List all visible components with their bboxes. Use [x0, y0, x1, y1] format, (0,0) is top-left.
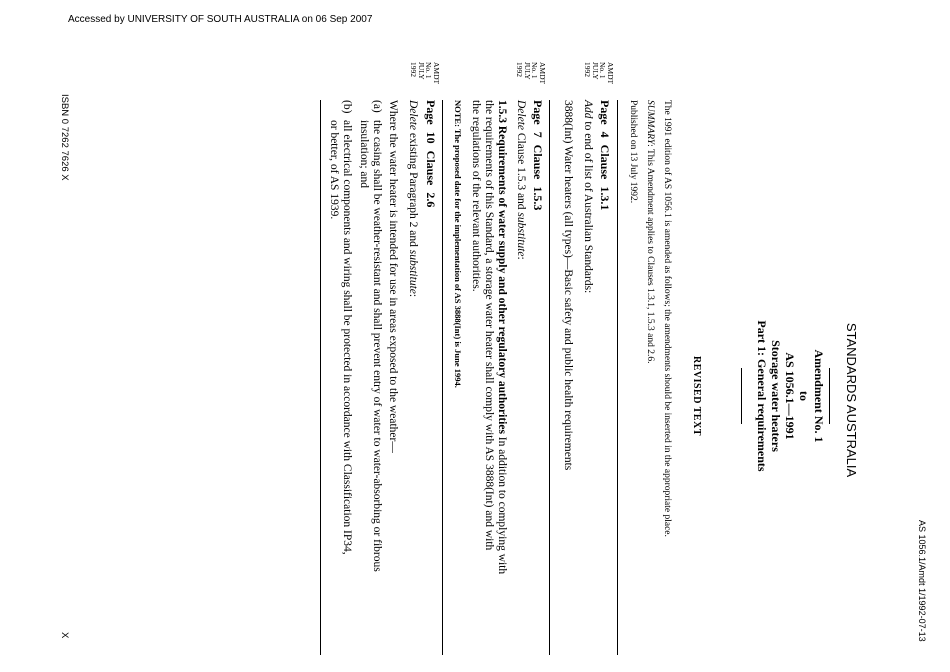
section-3-heading: Page 10 Clause 2.6 [424, 100, 438, 208]
section-rule-3 [442, 100, 443, 655]
section-2-clause-line2: the requirements of this Standard, a storage water heater shall comply with AS 3888(Int) and with [483, 100, 495, 551]
amendment-line5: Part 1: General requirements [755, 320, 769, 472]
item-b-line1: all electrical components and wiring shall be protected in accordance with Classification IP34, [341, 120, 353, 555]
item-b-line2: or better, of AS 1939. [328, 120, 340, 220]
section-1-instruction: Add to end of list of Australian Standards: [582, 100, 594, 294]
summary-intro: The 1991 edition of AS 1056.1 is amended as follows; the amendments should be inserted in the appropriate place. [662, 100, 672, 537]
summary-label: SUMMARY [645, 100, 655, 145]
summary-text: : This Amendment applies to Clauses 1.3.1, 1.5.3 and 2.6. [645, 144, 655, 364]
revised-text-heading: REVISED TEXT [691, 355, 702, 436]
section-1-body: 3888(Int) Water heaters (all types)—Basic safety and public health requirements [562, 100, 574, 471]
section-2-note: NOTE: The proposed date for the implementation of AS 3888(Int) is June 1994. [453, 100, 463, 388]
section-3-intro: Where the water heater is intended for use in areas exposed to the weather— [387, 100, 399, 453]
section-2-clause-line3: the regulations of the relevant authorities. [470, 100, 482, 292]
amendment-line2: to [797, 391, 811, 401]
access-note: Accessed by UNIVERSITY OF SOUTH AUSTRALIA on 06 Sep 2007 [68, 14, 373, 25]
item-a-line1: the casing shall be weather-resistant and shall prevent entry of water to water-absorbing or fibrous [371, 120, 383, 572]
item-a-label: (a) [371, 100, 383, 113]
section-rule-2 [549, 100, 550, 655]
section-3-instruction: Delete existing Paragraph 2 and substitute: [407, 100, 419, 298]
amendment-line3: AS 1056.1—1991 [783, 352, 797, 440]
published-date: Published on 13 July 1992. [628, 100, 638, 204]
isbn: ISBN 0 7262 7626 X [59, 94, 70, 181]
bottom-rule [320, 100, 321, 655]
section-2-clause-line1: 1.5.3 Requirements of water supply and other regulatory authorities In addition to complying with [496, 100, 508, 575]
item-a-line2: insulation; and [358, 120, 370, 189]
page-marker: X [59, 632, 70, 639]
item-b-label: (b) [341, 100, 353, 114]
section-1-heading: Page 4 Clause 1.3.1 [598, 100, 612, 211]
amdt-tag-2: AMDT No. 1 JULY 1992 [515, 62, 547, 85]
summary-line [645, 100, 655, 364]
organization-title: STANDARDS AUSTRALIA [844, 322, 859, 478]
section-2-instruction: Delete Clause 1.5.3 and substitute: [515, 100, 527, 260]
amendment-line4: Storage water heaters [769, 340, 783, 452]
document-id: AS 1056.1/Amdt 1/1992-07-13 [917, 520, 927, 642]
section-rule-1 [617, 100, 618, 655]
amendment-line1: Amendment No. 1 [812, 349, 826, 443]
amdt-tag-1: AMDT No. 1 JULY 1992 [583, 62, 615, 85]
clause-title: 1.5.3 Requirements of water supply and other regulatory authorities [496, 100, 508, 434]
title-rule-bottom [741, 368, 742, 424]
amdt-tag-3: AMDT No. 1 JULY 1992 [409, 62, 441, 85]
section-2-heading: Page 7 Clause 1.5.3 [531, 100, 545, 211]
title-rule-top [829, 368, 830, 424]
